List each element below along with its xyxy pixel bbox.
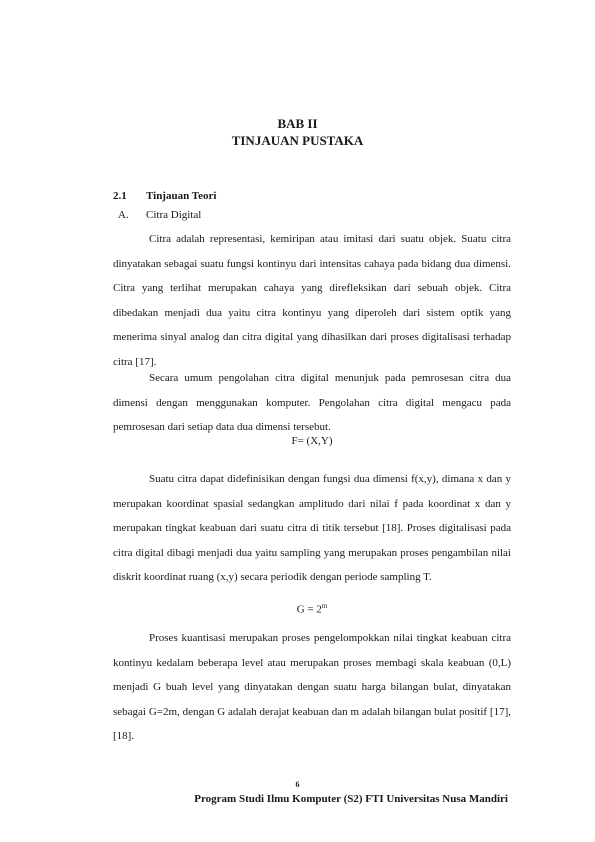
paragraph-2: Secara umum pengolahan citra digital menunjuk pada pemrosesan citra dua dimensi dengan menggunakan komputer. Pengolahan citra digital mengacu pada pemrosesan dari setiap data dua dimensi tersebut. (113, 372, 511, 434)
section-number: 2.1 (113, 190, 127, 202)
formula-f-xy: F= (X,Y) (291, 435, 333, 447)
page-number: 6 (295, 780, 300, 789)
section-title: Tinjauan Teori (146, 190, 217, 202)
footer-text: Program Studi Ilmu Komputer (S2) FTI Universitas Nusa Mandiri (194, 793, 508, 805)
chapter-number: BAB II (277, 116, 318, 131)
formula-base: G = 2 (296, 603, 322, 616)
paragraph-1: Citra adalah representasi, kemiripan atau imitasi dari suatu objek. Suatu citra dinyatakan sebagai suatu fungsi kontinyu dari intensitas cahaya pada bidang dua dimensi. Citra yang terlihat merupakan cahaya yang direfleksikan dari sebuah objek. Citra dibedakan menjadi dua yaitu citra kontinyu yang diperoleh dari sistem optik yang menerima sinyal analog dan citra digital yang dihasilkan dari proses digitalisasi terhadap citra [17]. (113, 233, 511, 368)
subsection-letter: A. (118, 209, 129, 221)
formula-exponent: m (321, 602, 328, 610)
formula-g-2m (113, 602, 511, 616)
chapter-title: TINJAUAN PUSTAKA (231, 133, 364, 148)
paragraph-3: Suatu citra dapat didefinisikan dengan fungsi dua dimensi f(x,y), dimana x dan y merupakan koordinat spasial sedangkan amplitudo dari nilai f pada koordinat x dan y merupakan tingkat keabuan dari suatu citra di titik tersebut [18]. Proses digitalisasi pada citra digital dibagi menjadi dua yaitu sampling yang merupakan proses pengambilan nilai diskrit koordinat ruang (x,y) secara periodik dengan periode sampling T. (113, 473, 511, 584)
paragraph-4: Proses kuantisasi merupakan proses pengelompokkan nilai tingkat keabuan citra kontinyu kedalam beberapa level atau merupakan proses membagi skala keabuan (0,L) menjadi G buah level yang dinyatakan dengan suatu harga bilangan bulat, dinyatakan sebagai G=2m, dengan G adalah derajat keabuan dan m adalah bilangan bulat positif [17], [18]. (113, 632, 511, 743)
subsection-title: Citra Digital (146, 209, 202, 221)
